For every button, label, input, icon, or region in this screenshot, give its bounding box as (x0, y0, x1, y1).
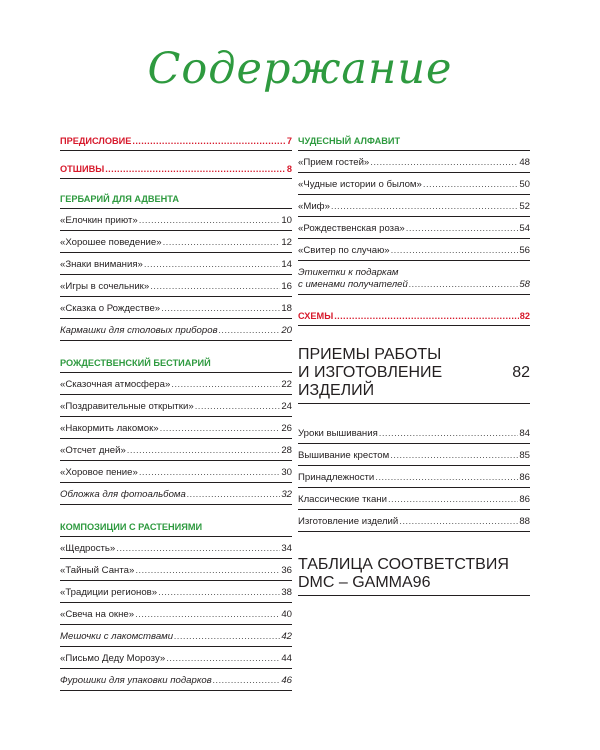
toc-entry-techniques[interactable] (298, 346, 530, 400)
toc-entry[interactable] (60, 281, 292, 293)
dot-leader (160, 423, 281, 435)
divider (60, 318, 292, 319)
entry-page: 24 (281, 401, 292, 412)
entry-label: Мешочки с лакомствами (60, 631, 174, 642)
entry-label: «Игры в сочельник» (60, 281, 150, 292)
divider (60, 668, 292, 669)
toc-entry-schemes[interactable] (298, 310, 530, 322)
toc-right-column (298, 135, 530, 602)
entry-page: 86 (519, 494, 530, 505)
entry-label-line1: Этикетки к подаркам (298, 267, 399, 278)
entry-page: 82 (519, 311, 530, 321)
toc-entry[interactable] (60, 423, 292, 435)
entry-page: 85 (519, 450, 530, 461)
dot-leader (127, 445, 281, 457)
entry-label-line1: ПРИЕМЫ РАБОТЫ (298, 346, 442, 363)
entry-label: «Сказочная атмосфера» (60, 379, 171, 390)
entry-page: 12 (281, 237, 292, 248)
divider (298, 487, 530, 488)
entry-page: 38 (281, 587, 292, 598)
dot-leader (158, 587, 280, 599)
toc-entry[interactable] (60, 401, 292, 413)
entry-page: 10 (281, 215, 292, 226)
entry-page: 84 (519, 428, 530, 439)
divider (298, 238, 530, 239)
entry-page: 32 (281, 489, 292, 500)
entry-label: ОТШИВЫ (60, 164, 105, 174)
divider (298, 194, 530, 195)
dot-leader (334, 310, 519, 322)
section-heading-plants: КОМПОЗИЦИИ С РАСТЕНИЯМИ (60, 522, 203, 532)
entry-page: 58 (519, 279, 530, 290)
entry-label: «Традиции регионов» (60, 587, 158, 598)
toc-entry[interactable] (60, 587, 292, 599)
dot-leader (219, 325, 281, 337)
dot-leader (171, 379, 280, 391)
divider (298, 465, 530, 466)
dot-leader (391, 245, 519, 257)
entry-label: Обложка для фотоальбома (60, 489, 186, 500)
entry-page: 8 (286, 164, 292, 174)
divider (60, 580, 292, 581)
entry-page: 50 (519, 179, 530, 190)
divider (60, 178, 292, 179)
dot-leader (166, 653, 280, 665)
entry-page: 14 (281, 259, 292, 270)
entry-label-line2: DMC – GAMMA (298, 574, 413, 591)
entry-label: «Поздравительные открытки» (60, 401, 194, 412)
divider (298, 172, 530, 173)
entry-label: «Сказка о Рождестве» (60, 303, 161, 314)
toc-left-column (60, 135, 292, 697)
dot-leader (139, 215, 281, 227)
divider (60, 690, 292, 691)
dot-leader (135, 609, 280, 621)
entry-label: «Отсчет дней» (60, 445, 126, 456)
dot-leader (195, 401, 281, 413)
divider (298, 595, 530, 596)
divider (60, 296, 292, 297)
entry-label: «Елочкин приют» (60, 215, 138, 226)
dot-leader (406, 223, 519, 235)
toc-entry[interactable] (60, 565, 292, 577)
entry-page: 40 (281, 609, 292, 620)
toc-entry-dmc-table[interactable] (298, 556, 530, 592)
divider (60, 624, 292, 625)
toc-entry[interactable] (60, 379, 292, 391)
divider (298, 403, 530, 404)
toc-entry[interactable] (298, 472, 530, 484)
dot-leader (390, 450, 518, 462)
divider (298, 260, 530, 261)
toc-entry[interactable] (298, 450, 530, 462)
toc-entry[interactable] (60, 467, 292, 479)
divider (60, 394, 292, 395)
toc-entry-gift-labels[interactable] (298, 267, 530, 291)
divider (298, 509, 530, 510)
entry-label: «Накормить лакомок» (60, 423, 159, 434)
dot-leader (213, 675, 281, 687)
entry-label: Классические ткани (298, 494, 387, 505)
dot-leader (132, 135, 286, 147)
dot-leader (399, 516, 518, 528)
entry-page: 18 (281, 303, 292, 314)
entry-label: СХЕМЫ (298, 311, 334, 321)
toc-entry[interactable] (298, 223, 530, 235)
entry-page: 54 (519, 223, 530, 234)
entry-page: 96 (412, 574, 431, 591)
divider (298, 325, 530, 326)
entry-page: 46 (281, 675, 292, 686)
divider (60, 372, 292, 373)
toc-entry[interactable] (60, 609, 292, 621)
entry-label: «Рождественская роза» (298, 223, 405, 234)
toc-entry[interactable] (60, 259, 292, 271)
toc-entry[interactable] (60, 303, 292, 315)
toc-entry[interactable] (60, 543, 292, 555)
divider (60, 208, 292, 209)
toc-entry[interactable] (298, 245, 530, 257)
entry-label-line2: с именами получателей (298, 279, 408, 290)
divider (60, 230, 292, 231)
section-heading-herbarium: ГЕРБАРИЙ ДЛЯ АДВЕНТА (60, 194, 179, 204)
entry-page: 88 (519, 516, 530, 527)
divider (298, 216, 530, 217)
dot-leader (163, 237, 281, 249)
divider (60, 252, 292, 253)
toc-entry[interactable] (60, 675, 292, 687)
entry-page: 26 (281, 423, 292, 434)
dot-leader (161, 303, 280, 315)
divider (298, 443, 530, 444)
divider (298, 150, 530, 151)
toc-entry[interactable] (60, 631, 292, 643)
divider (298, 294, 530, 295)
entry-page: 56 (519, 245, 530, 256)
entry-label: «Хоровое пение» (60, 467, 138, 478)
toc-entry[interactable] (298, 516, 530, 528)
divider (60, 558, 292, 559)
dot-leader (174, 631, 280, 643)
divider (60, 602, 292, 603)
dot-leader (135, 565, 280, 577)
dot-leader (144, 259, 280, 271)
entry-page: 16 (281, 281, 292, 292)
divider (60, 150, 292, 151)
entry-page: 34 (281, 543, 292, 554)
divider (60, 438, 292, 439)
divider (60, 536, 292, 537)
entry-label: «Свеча на окне» (60, 609, 135, 620)
section-heading-alphabet: ЧУДЕСНЫЙ АЛФАВИТ (298, 136, 401, 146)
dot-leader (105, 163, 286, 175)
dot-leader (116, 543, 280, 555)
toc-entry[interactable] (298, 428, 530, 440)
entry-page: 44 (281, 653, 292, 664)
toc-entry[interactable] (60, 445, 292, 457)
toc-entry-intro[interactable] (60, 135, 292, 147)
toc-entry[interactable] (60, 325, 292, 337)
entry-page: 86 (519, 472, 530, 483)
entry-page: 20 (281, 325, 292, 336)
toc-entry[interactable] (298, 494, 530, 506)
entry-page: 30 (281, 467, 292, 478)
entry-label-line2: И ИЗГОТОВЛЕНИЕ ИЗДЕЛИЙ (298, 364, 443, 399)
dot-leader (379, 428, 519, 440)
divider (60, 416, 292, 417)
entry-label: ПРЕДИСЛОВИЕ (60, 136, 132, 146)
toc-entry[interactable] (298, 201, 530, 213)
toc-entry[interactable] (60, 653, 292, 665)
entry-label: Фурошики для упаковки подарков (60, 675, 212, 686)
dot-leader (388, 494, 518, 506)
entry-page: 22 (281, 379, 292, 390)
dot-leader (409, 279, 519, 291)
dot-leader (375, 472, 518, 484)
dot-leader (331, 201, 518, 213)
toc-entry[interactable] (60, 215, 292, 227)
toc-entry-reviews[interactable] (60, 163, 292, 175)
toc-entry[interactable] (298, 179, 530, 191)
divider (60, 504, 292, 505)
entry-label: Изготовление изделий (298, 516, 399, 527)
entry-label: «Прием гостей» (298, 157, 370, 168)
page-title: Содержание (147, 44, 453, 94)
entry-label: «Знаки внимания» (60, 259, 143, 270)
dot-leader (423, 179, 518, 191)
entry-page: 48 (519, 157, 530, 168)
entry-label: Вышивание крестом (298, 450, 390, 461)
entry-label: Уроки вышивания (298, 428, 378, 439)
divider (60, 274, 292, 275)
entry-label: «Тайный Санта» (60, 565, 135, 576)
entry-label: «Хорошее поведение» (60, 237, 162, 248)
dot-leader (139, 467, 281, 479)
divider (60, 340, 292, 341)
entry-label: «Чудные истории о былом» (298, 179, 422, 190)
entry-label: «Письмо Деду Морозу» (60, 653, 166, 664)
dot-leader (187, 489, 281, 501)
entry-label: Кармашки для столовых приборов (60, 325, 218, 336)
toc-entry[interactable] (298, 157, 530, 169)
divider (60, 646, 292, 647)
entry-label-line1: ТАБЛИЦА СООТВЕТСТВИЯ (298, 556, 509, 573)
toc-entry[interactable] (60, 489, 292, 501)
entry-page: 28 (281, 445, 292, 456)
dot-leader (150, 281, 280, 293)
toc-entry[interactable] (60, 237, 292, 249)
entry-page: 36 (281, 565, 292, 576)
entry-page: 42 (281, 631, 292, 642)
section-heading-bestiary: РОЖДЕСТВЕНСКИЙ БЕСТИАРИЙ (60, 358, 211, 368)
entry-label: «Щедрость» (60, 543, 116, 554)
entry-label: «Миф» (298, 201, 330, 212)
divider (60, 482, 292, 483)
entry-label: «Свитер по случаю» (298, 245, 390, 256)
entry-page: 52 (519, 201, 530, 212)
entry-label: Принадлежности (298, 472, 375, 483)
entry-page: 82 (512, 364, 530, 381)
entry-page: 7 (286, 136, 292, 146)
divider (298, 531, 530, 532)
dot-leader (370, 157, 518, 169)
divider (60, 460, 292, 461)
